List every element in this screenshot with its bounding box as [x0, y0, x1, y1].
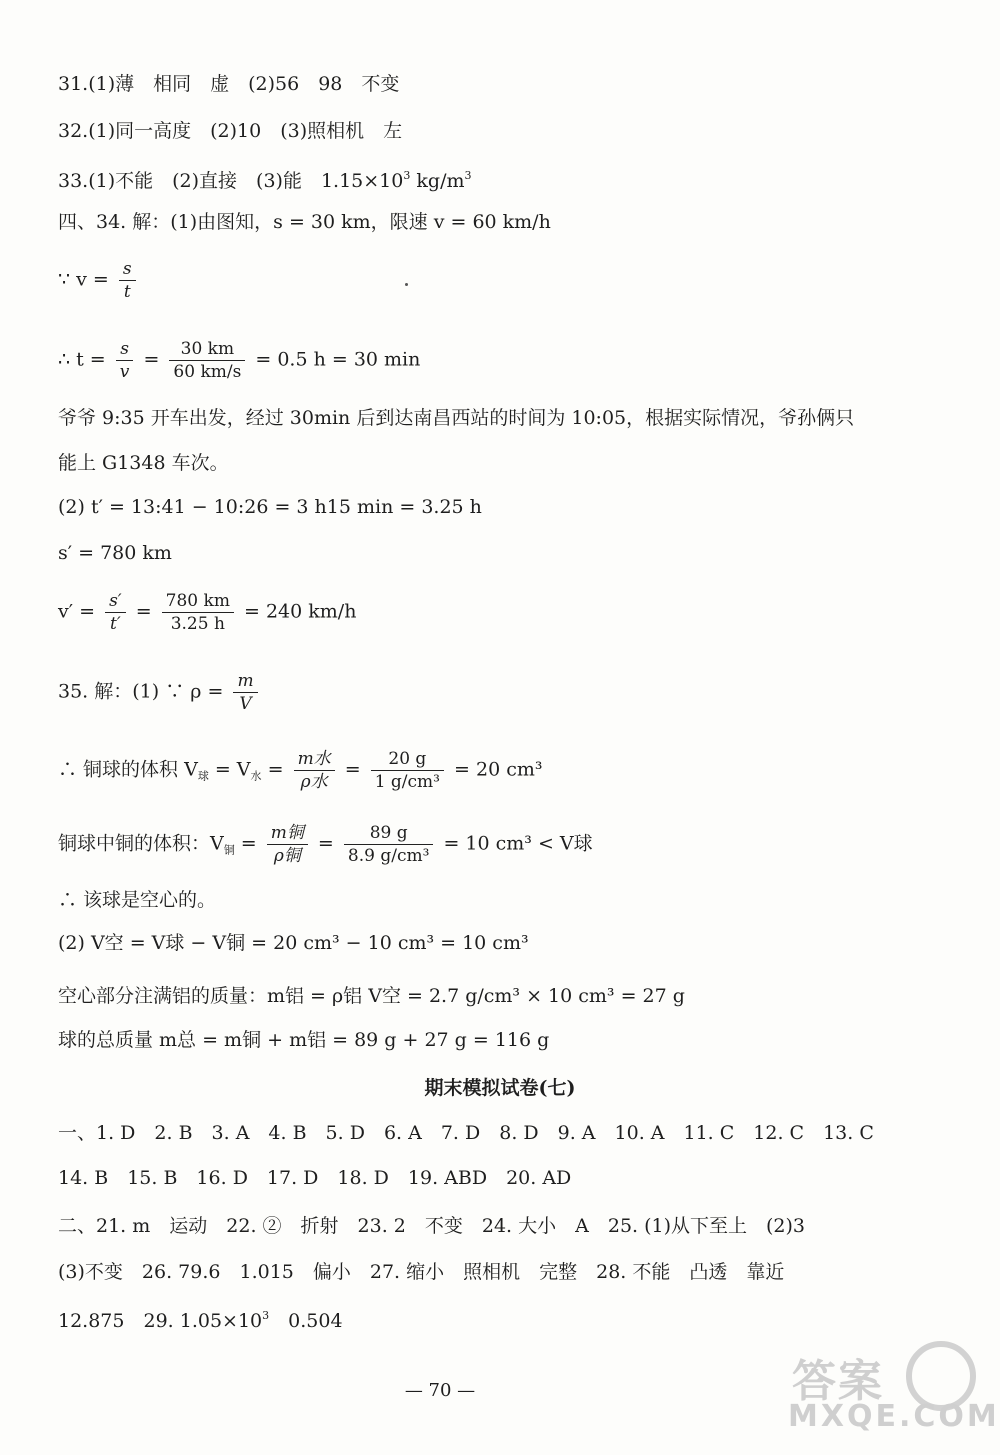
- q35-conclusion: ∴ 该球是空心的。: [58, 889, 217, 911]
- q35-volume-line: ∴ 铜球的体积 $V_球 = V_水$ = m水 ρ水 = $\frac{20 g}{\text{1 g/cm³}}$ = 20 cm³: [58, 749, 543, 792]
- q34-because-line: ∵ v = $\frac{s}{t}$: [58, 258, 960, 303]
- fraction: $\frac{s'}{t'}$: [105, 590, 126, 635]
- fraction: m水 ρ水: [294, 748, 335, 793]
- answer-q33: 33.(1)不能 (2)直接 (3)能 $1.15\times 10^3$ $kg/m^3$: [58, 169, 472, 192]
- multiple-choice-row-1: 一、1. D 2. B 3. A 4. B 5. D 6. A 7. D 8. D 9. A 10. A 11. C 12. C 13. C: [58, 1122, 874, 1144]
- multiple-choice-row-2: 14. B 15. B 16. D 17. D 18. D 19. ABD 20. AD: [58, 1167, 572, 1189]
- watermark-logo: 答案 MXQE.COM: [772, 1337, 982, 1447]
- fraction: $\frac{89 g}{\text{8.9 g/cm³}}$: [344, 822, 434, 867]
- speck: [405, 283, 408, 286]
- section-title: 期末模拟试卷(七): [424, 1077, 576, 1099]
- q34-part2: (2) t′ = 13:41 − 10:26 = 3 h15 min = 3.25 h: [58, 496, 482, 518]
- fraction: $\frac{30 km}{60 km/s}$: [169, 338, 245, 383]
- q35-copper-volume-line: 铜球中铜的体积：$V_铜$ = m铜 ρ铜 = $\frac{89 g}{\text{8.9 g/cm³}}$ = 10 cm³ < V球: [58, 823, 593, 866]
- q34-text-1: 爷爷 9:35 开车出发，经过 30min 后到达南昌西站的时间为 10:05，根据实际情况，爷孙俩只: [58, 407, 855, 429]
- q35-part2: (2) V空 = V球 − V铜 = 20 cm³ − 10 cm³ = 10 cm³: [58, 932, 529, 954]
- answer-q31: 31.(1)薄 相同 虚 (2)56 98 不变: [58, 73, 400, 95]
- fraction: $\frac{s}{v}$: [116, 338, 134, 383]
- q34-distance: s′ = 780 km: [58, 542, 172, 564]
- fill-blank-row-1: 二、21. m 运动 22. ② 折射 23. 2 不变 24. 大小 A 25. (1)从下至上 (2)3: [58, 1215, 806, 1237]
- answer-q35-head: 35. 解：(1) ∵ ρ = $\frac{m}{V}$: [58, 670, 960, 715]
- answer-q34-head: 四、34. 解：(1)由图知，s = 30 km，限速 v = 60 km/h: [58, 211, 551, 233]
- fill-blank-row-3: 12.875 29. $1.05\times 10^3$ 0.504: [58, 1309, 343, 1332]
- fraction: m铜 ρ铜: [267, 822, 308, 867]
- answer-q32: 32.(1)同一高度 (2)10 (3)照相机 左: [58, 120, 403, 142]
- fraction: $\frac{780 km}{3.25 h}$: [162, 590, 234, 635]
- q35-aluminum-mass: 空心部分注满铝的质量：m铝 = ρ铝 V空 = 2.7 g/cm³ × 10 cm³ = 27 g: [58, 985, 685, 1007]
- fill-blank-row-2: (3)不变 26. 79.6 1.015 偏小 27. 缩小 照相机 完整 28. 不能 凸透 靠近: [58, 1261, 785, 1283]
- fraction: $\frac{s}{t}$: [119, 258, 136, 303]
- q34-time-calc: ∴ t = $\frac{s}{v}$ = $\frac{30 km}{60 km/s}$ = 0.5 h = 30 min: [58, 339, 421, 382]
- q34-text-2: 能上 G1348 车次。: [58, 452, 229, 474]
- q34-speed-calc: v′ = $\frac{s'}{t'}$ = $\frac{780 km}{3.25 h}$ = 240 km/h: [58, 591, 357, 634]
- fraction: $\frac{m}{V}$: [233, 670, 257, 715]
- page-number: — 70 —: [404, 1380, 476, 1401]
- fraction: $\frac{20 g}{\text{1 g/cm³}}$: [371, 748, 444, 793]
- q35-total-mass: 球的总质量 m总 = m铜 + m铝 = 89 g + 27 g = 116 g: [58, 1029, 550, 1051]
